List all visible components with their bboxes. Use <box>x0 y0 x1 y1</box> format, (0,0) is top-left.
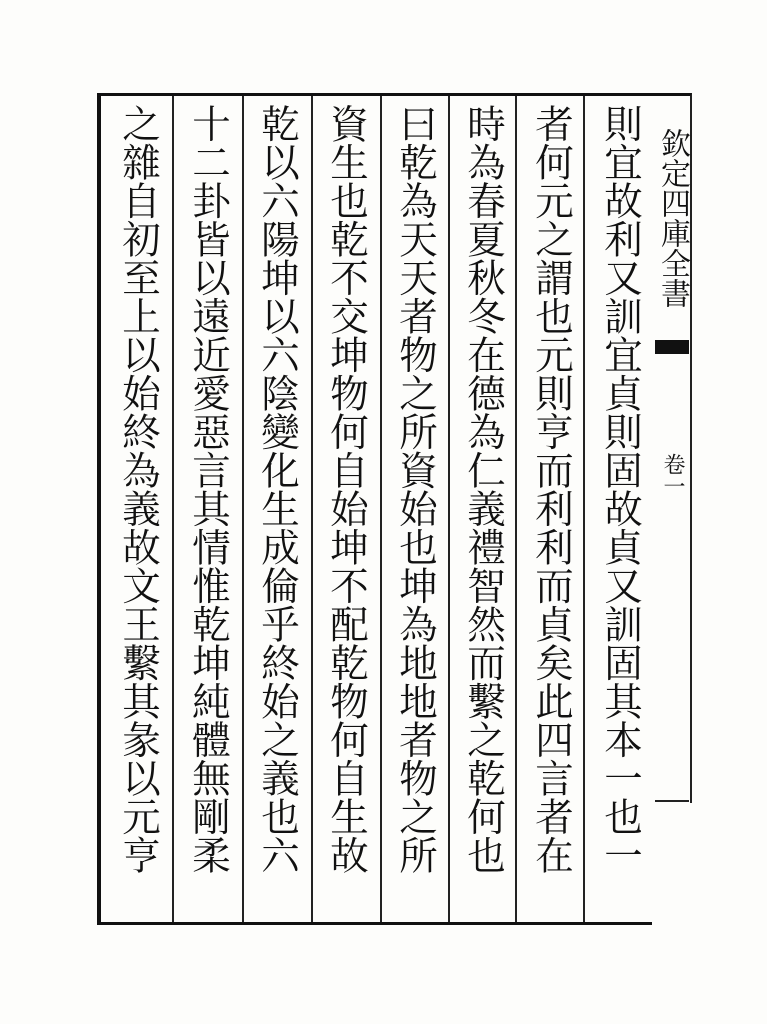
column-rule <box>242 96 244 922</box>
fishtail-mark <box>655 340 689 354</box>
column-rule <box>583 96 585 922</box>
text-column-7: 十二卦皆以遠近愛惡言其情惟乾坤純體無剛柔 <box>186 104 231 874</box>
text-column-6: 乾以六陽坤以六陰變化生成倫乎終始之義也六 <box>255 104 300 874</box>
column-rule <box>380 96 382 922</box>
column-rule <box>311 96 313 922</box>
gutter-title: 欽定四庫全書 <box>655 128 690 308</box>
text-column-2: 者何元之謂也元則亨而利利而貞矣此四言者在 <box>529 104 574 874</box>
text-column-8: 之雜自初至上以始終為義故文王繫其彖以元亨 <box>116 104 161 874</box>
text-column-4: 曰乾為天天者物之所資始也坤為地地者物之所 <box>393 104 438 874</box>
column-rule <box>172 96 174 922</box>
text-column-1: 則宜故利又訓宜貞則固故貞又訓固其本一也一 <box>598 104 643 874</box>
gutter-rule <box>655 800 689 802</box>
text-column-3: 時為春夏秋冬在德為仁義禮智然而繫之乾何也 <box>461 104 506 874</box>
gutter-volume-label: 卷一 <box>660 453 685 497</box>
column-rule <box>515 96 517 922</box>
column-rule <box>448 96 450 922</box>
text-column-5: 資生也乾不交坤物何自始坤不配乾物何自生故 <box>324 104 369 874</box>
